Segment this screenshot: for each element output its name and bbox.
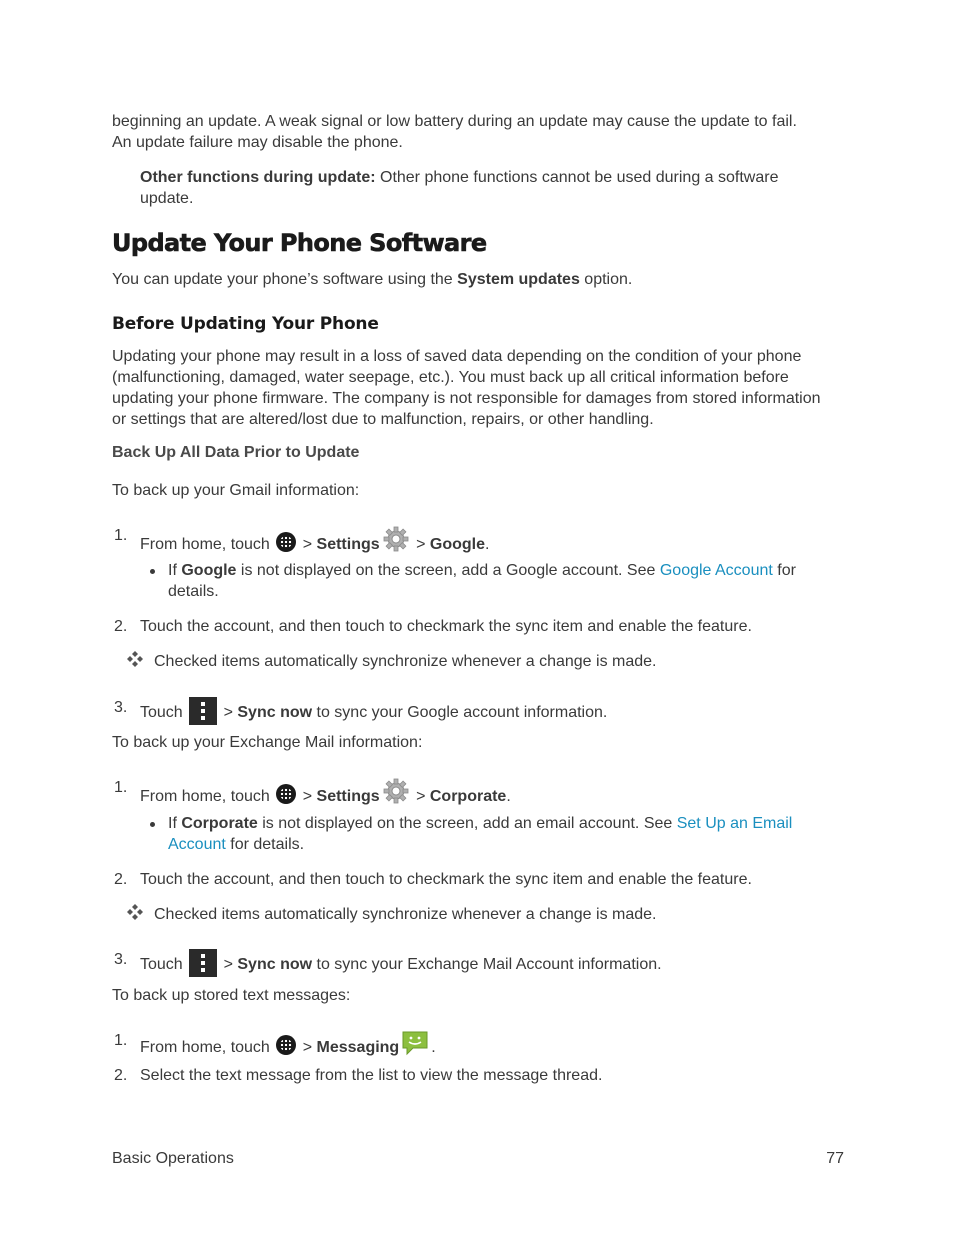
note-line-2: update. [140,190,194,207]
bullet-icon [150,569,155,574]
menu-icon [189,949,217,977]
gear-icon [382,777,410,805]
intro-line-1: beginning an update. A weak signal or low battery during an update may cause the update to fail. [112,113,797,130]
exchange-bullet-line-2: Account for details. [168,836,305,853]
google-account-link[interactable]: Google Account [659,562,773,579]
intro2: You can update your phone’s software using the System updates option. [112,271,633,288]
bullet-icon [150,822,155,827]
para-line-2: (malfunctioning, damaged, water seepage, etc.). You must back up all critical information before [112,369,789,386]
apps-icon [276,1035,296,1055]
menu-icon [189,697,217,725]
para-line-1: Updating your phone may result in a loss of saved data depending on the condition of your phone [112,348,802,365]
footer-section: Basic Operations [112,1150,234,1167]
tip-diamond-icon [126,650,144,668]
gear-icon [382,525,410,553]
footer-page-number: 77 [826,1150,844,1167]
set-up-email-link[interactable]: Set Up an Email [676,815,793,832]
tip-diamond-icon [126,903,144,921]
intro-line-2: An update failure may disable the phone. [112,134,403,151]
gmail-lead: To back up your Gmail information: [112,482,360,499]
exchange-bullet-line-1: If Corporate is not displayed on the screen, add an email account. See Set Up an Email [168,815,793,832]
sms-lead: To back up stored text messages: [112,987,351,1004]
exchange-tip: Checked items automatically synchronize whenever a change is made. [154,906,657,923]
apps-icon [276,532,296,552]
section-heading: Update Your Phone Software [112,229,487,257]
apps-icon [276,784,296,804]
exchange-lead: To back up your Exchange Mail information: [112,734,423,751]
gmail-bullet-line-2: details. [168,583,219,600]
gmail-tip: Checked items automatically synchronize whenever a change is made. [154,653,657,670]
para-line-3: updating your phone firmware. The company is not responsible for damages from stored information [112,390,821,407]
messaging-icon [401,1030,429,1056]
subheading: Before Updating Your Phone [112,314,379,334]
subsubheading: Back Up All Data Prior to Update [112,444,360,461]
set-up-email-link-cont[interactable]: Account [168,836,226,853]
gmail-bullet-line-1: If Google is not displayed on the screen, add a Google account. See Google Account for [168,562,796,579]
step-number: 1. [114,527,128,544]
para-line-4: or settings that are altered/lost due to malfunction, repairs, or other handling. [112,411,654,428]
note-line-1: Other functions during update: Other phone functions cannot be used during a software [140,169,779,186]
